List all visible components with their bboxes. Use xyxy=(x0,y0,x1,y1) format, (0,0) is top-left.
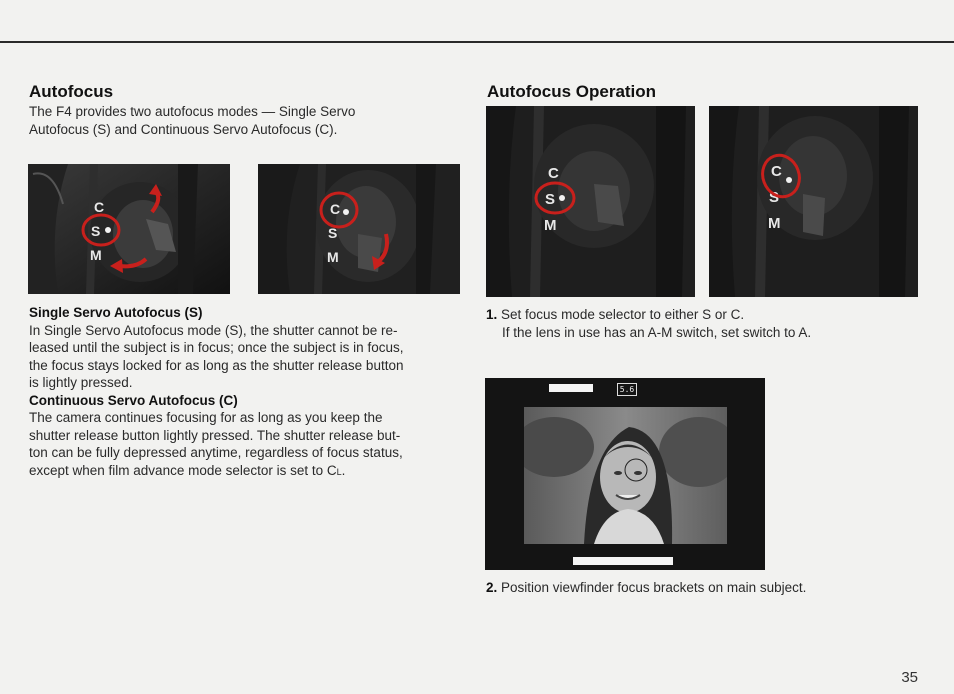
single-servo-title: Single Servo Autofocus (S) xyxy=(29,305,203,320)
single-servo-section xyxy=(29,304,469,481)
step-text: Position viewfinder focus brackets on main subject. xyxy=(501,580,807,595)
paragraph-line xyxy=(29,462,469,482)
dial-label-c: C xyxy=(771,163,782,180)
paragraph-line: ton can be fully depressed anytime, regardless of focus status, xyxy=(29,445,403,460)
autofocus-intro xyxy=(29,103,355,138)
dial-label-c: C xyxy=(94,199,105,215)
step-text: If the lens in use has an A-M switch, set switch to A. xyxy=(502,324,812,340)
index-dot-icon xyxy=(786,177,792,183)
paragraph-line: In Single Servo Autofocus mode (S), the shutter cannot be re- xyxy=(29,322,398,338)
dial-label-s: S xyxy=(328,225,338,241)
paragraph-line-end: . xyxy=(341,462,346,478)
dial-label-m: M xyxy=(90,247,102,263)
intro-line: The F4 provides two autofocus modes — Single Servo xyxy=(29,104,356,119)
step-number: 2. xyxy=(486,580,498,595)
photo-continuous-servo xyxy=(258,164,460,294)
intro-line: Autofocus (S) and Continuous Servo Autofocus (C). xyxy=(29,121,338,137)
dial-label-m: M xyxy=(327,249,339,265)
dial-label-m: M xyxy=(544,217,557,234)
paragraph-line: is lightly pressed. xyxy=(29,375,133,390)
paragraph-line: The camera continues focusing for as long as you keep the xyxy=(29,410,383,425)
paragraph-line-text: except when film advance mode selector is set to C xyxy=(29,462,337,478)
photo-selector-s xyxy=(486,106,695,297)
paragraph-line: leased until the subject is in focus; once the subject is in focus, xyxy=(29,340,404,355)
dial-label-c: C xyxy=(330,201,341,217)
photo-selector-c xyxy=(709,106,918,297)
dial-label-m: M xyxy=(768,215,781,232)
viewfinder-bottom-bar xyxy=(573,557,673,565)
viewfinder-subject-photo xyxy=(524,407,727,544)
autofocus-heading: Autofocus xyxy=(29,82,114,101)
aperture-readout: 5.6 xyxy=(617,383,637,396)
paragraph-line: shutter release button lightly pressed. The shutter release but- xyxy=(29,427,401,443)
step-1 xyxy=(486,306,926,341)
index-dot-icon xyxy=(105,227,111,233)
top-rule xyxy=(0,41,954,43)
dial-label-s: S xyxy=(91,223,101,239)
viewfinder-display xyxy=(485,378,765,570)
paragraph-line: the focus stays locked for as long as the shutter release button xyxy=(29,357,404,373)
step-number: 1. xyxy=(486,307,498,322)
index-dot-icon xyxy=(559,195,565,201)
index-dot-icon xyxy=(343,209,349,215)
cl-suffix: L xyxy=(336,466,342,477)
dial-label-c: C xyxy=(548,165,559,182)
step-text: Set focus mode selector to either S or C. xyxy=(501,307,745,322)
photo-single-servo xyxy=(28,164,230,294)
viewfinder-top-bar xyxy=(549,384,593,392)
continuous-servo-title: Continuous Servo Autofocus (C) xyxy=(29,392,238,408)
autofocus-operation-heading: Autofocus Operation xyxy=(487,82,657,101)
page-number: 35 xyxy=(901,669,918,686)
dial-label-s: S xyxy=(545,191,556,208)
dial-label-s: S xyxy=(769,189,780,206)
step-2 xyxy=(486,579,926,597)
